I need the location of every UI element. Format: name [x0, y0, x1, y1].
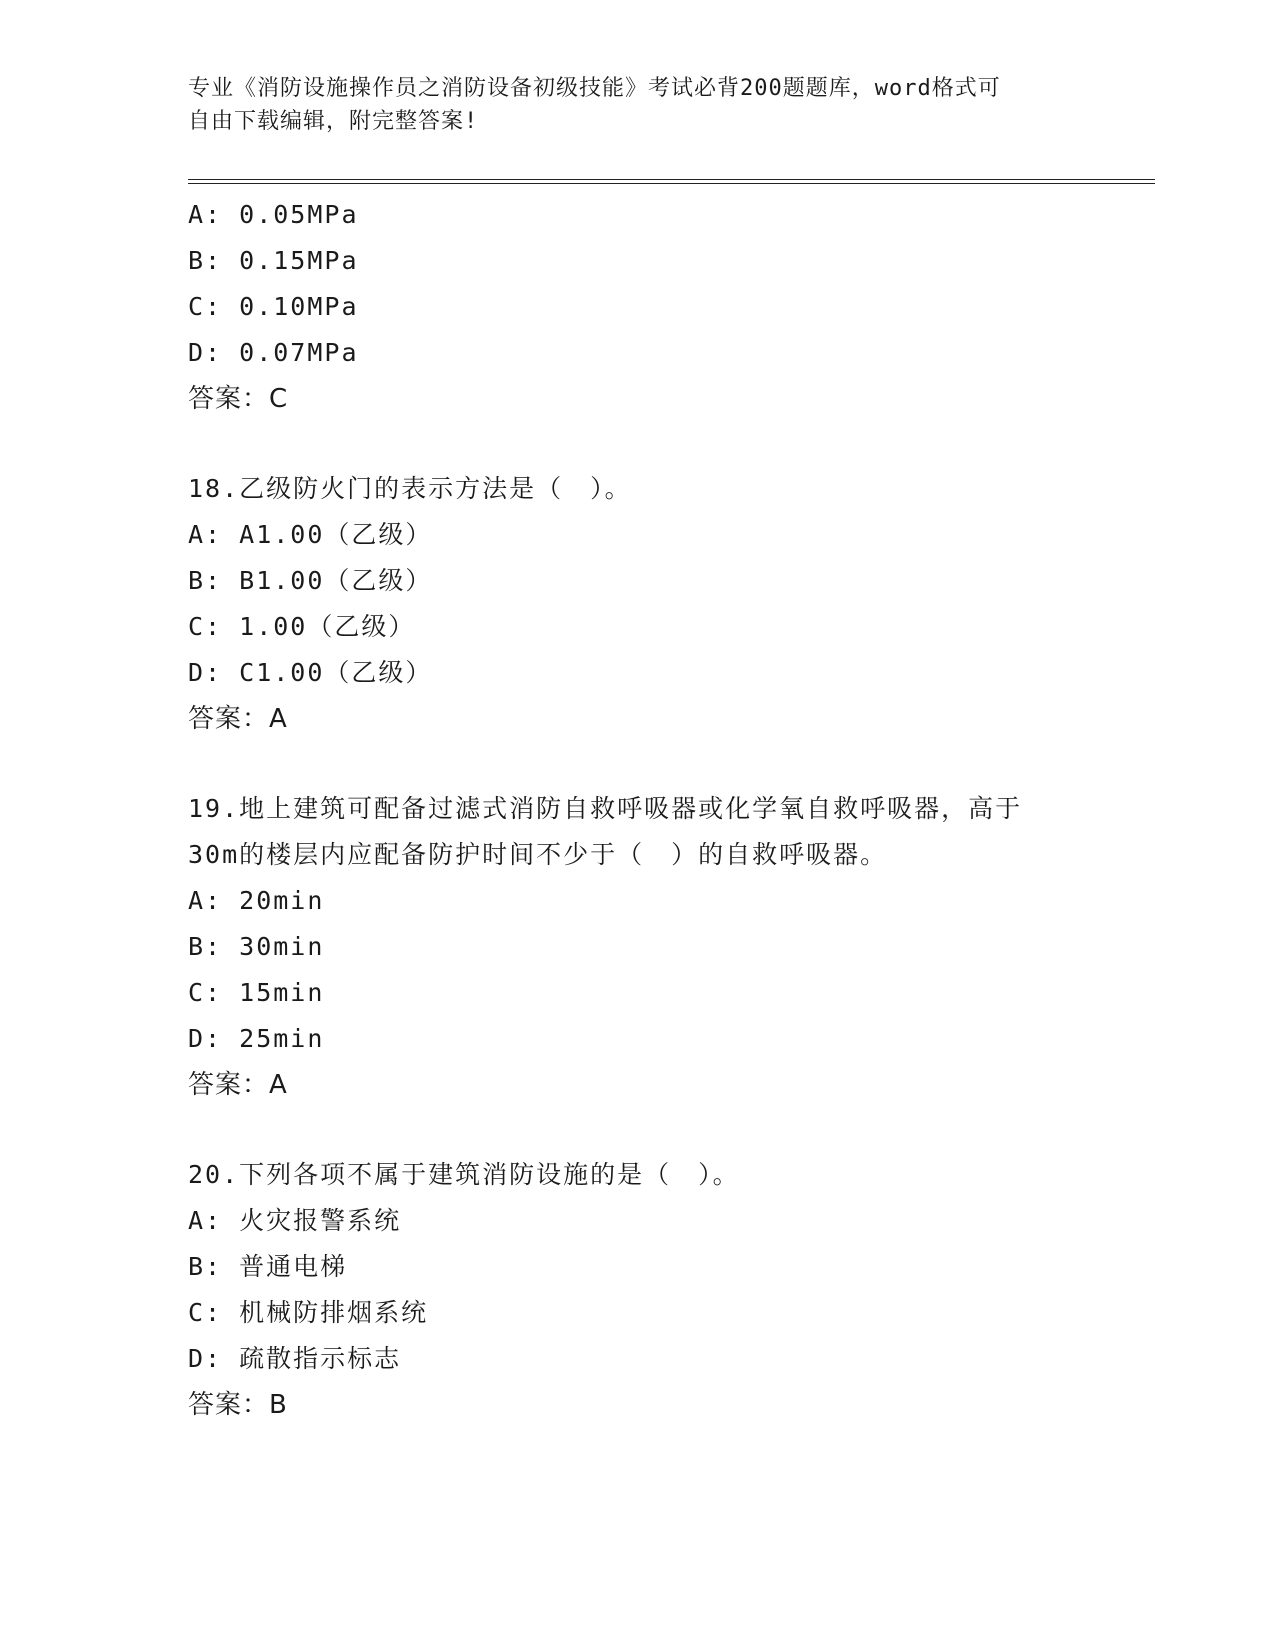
header-line-2: 自由下载编辑，附完整答案!: [188, 109, 479, 134]
option-a: A: 20min: [188, 886, 325, 915]
answer-line: 答案：B: [188, 1390, 288, 1420]
option-b: B: 0.15MPa: [188, 246, 359, 275]
question-19: [188, 786, 1088, 1108]
question-18: [188, 466, 1088, 742]
option-d: D: 25min: [188, 1024, 325, 1053]
question-stem-line-2: 30m的楼层内应配备防护时间不少于（ ）的自救呼吸器。: [188, 840, 888, 869]
option-d: D: 0.07MPa: [188, 338, 359, 367]
header-divider-bottom: [188, 183, 1155, 184]
option-b: B: B1.00（乙级）: [188, 566, 433, 595]
option-d: D: C1.00（乙级）: [188, 658, 433, 687]
answer-line: 答案：C: [188, 384, 289, 414]
option-b: B: 30min: [188, 932, 325, 961]
answer-line: 答案：A: [188, 1070, 288, 1100]
question-stem: 18.乙级防火门的表示方法是（ ）。: [188, 474, 632, 503]
question-list: [188, 192, 1088, 1428]
option-a: A: 0.05MPa: [188, 200, 359, 229]
question-stem-line-1: 19.地上建筑可配备过滤式消防自救呼吸器或化学氧自救呼吸器，高于: [188, 794, 1023, 823]
question-20: [188, 1152, 1088, 1428]
answer-line: 答案：A: [188, 704, 288, 734]
question-17: [188, 192, 1088, 422]
header-divider-top: [188, 179, 1155, 180]
question-stem: 20.下列各项不属于建筑消防设施的是（ ）。: [188, 1160, 740, 1189]
option-a: A: 火灾报警系统: [188, 1206, 402, 1235]
option-d: D: 疏散指示标志: [188, 1344, 402, 1373]
option-b: B: 普通电梯: [188, 1252, 348, 1281]
document-header: [188, 72, 1068, 138]
option-c: C: 1.00（乙级）: [188, 612, 416, 641]
option-c: C: 0.10MPa: [188, 292, 359, 321]
option-c: C: 15min: [188, 978, 325, 1007]
option-c: C: 机械防排烟系统: [188, 1298, 429, 1327]
header-line-1: 专业《消防设施操作员之消防设备初级技能》考试必背200题题库，word格式可: [188, 76, 1001, 101]
option-a: A: A1.00（乙级）: [188, 520, 433, 549]
